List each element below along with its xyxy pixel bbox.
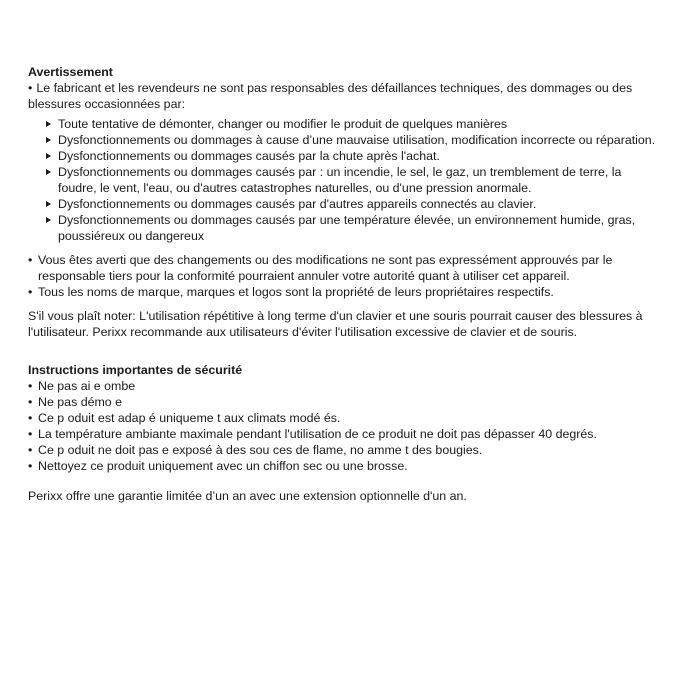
cause-item: Toute tentative de démonter, changer ou modifier le produit de quelques manières <box>44 116 660 132</box>
safety-list <box>28 378 660 474</box>
safety-item: • Ne pas démo e <box>28 394 660 410</box>
safety-item: • Nettoyez ce produit uniquement avec un chiffon sec ou une brosse. <box>28 458 660 474</box>
safety-heading: Instructions importantes de sécurité <box>28 363 243 377</box>
safety-item: • La température ambiante maximale pendant l'utilisation de ce produit ne doit pas dépasser 40 degrés. <box>28 426 660 442</box>
warning-intro <box>28 80 660 112</box>
notice-item: • Tous les noms de marque, marques et logos sont la propriété de leurs propriétaires respectifs. <box>28 284 660 300</box>
cause-item: Dysfonctionnements ou dommages causés par la chute après l'achat. <box>44 148 660 164</box>
cause-item: Dysfonctionnements ou dommages causés par : un incendie, le sel, le gaz, un tremblement de terre, la foudre, le vent, l'eau, ou d'autres catastrophes naturelles, ou d'une pression anormale. <box>44 164 660 196</box>
warranty-text: Perixx offre une garantie limitée d’un an avec une extension optionnelle d'un an. <box>28 489 467 503</box>
usage-note: S'il vous plaît noter: L'utilisation répétitive à long terme d'un clavier et une souris pourrait causer des blessures à l'utilisateur. Perixx recommande aux utilisateurs d'éviter l'utilisation excessive de clavier et de souris. <box>28 309 643 339</box>
notice-item: • Vous êtes averti que des changements ou des modifications ne sont pas expressément approuvés par le responsable tiers pour la conformité pourraient annuler votre autorité quant à utiliser cet appareil. <box>28 252 660 284</box>
safety-item: • Ce p oduit est adap é uniqueme t aux climats modé és. <box>28 410 660 426</box>
safety-item: • Ce p oduit ne doit pas e exposé à des sou ces de flame, no amme t des bougies. <box>28 442 660 458</box>
safety-item: • Ne pas ai e ombe <box>28 378 660 394</box>
cause-item: Dysfonctionnements ou dommages causés par une température élevée, un environnement humide, gras, poussiéreux ou dangereux <box>44 212 660 244</box>
cause-item: Dysfonctionnements ou dommages causés par d'autres appareils connectés au clavier. <box>44 196 660 212</box>
cause-item: Dysfonctionnements ou dommages à cause d’une mauvaise utilisation, modification incorrecte ou réparation. <box>44 132 660 148</box>
notices-list <box>28 252 660 300</box>
warning-intro-text: Le fabricant et les revendeurs ne sont pas responsables des défaillances techniques, des dommages ou des blessures occasionnées par: <box>28 81 633 111</box>
manual-page <box>28 64 660 504</box>
warning-heading: Avertissement <box>28 65 113 79</box>
causes-list <box>28 116 660 244</box>
